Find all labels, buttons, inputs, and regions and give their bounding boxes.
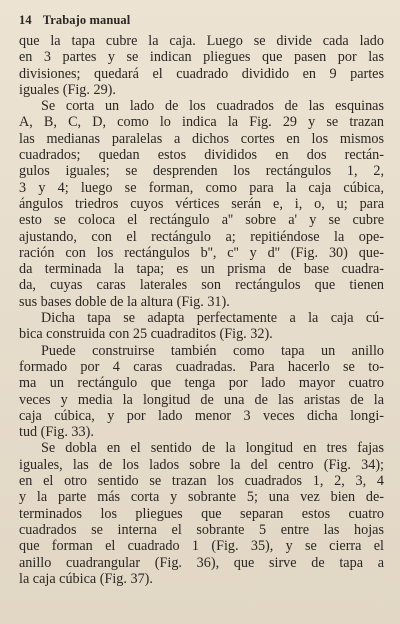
text-line: ajustando, con el rectángulo a; repitiéndose la ope-: [19, 228, 384, 245]
paragraph: [19, 440, 384, 587]
text-line: da, cuyas caras laterales son rectángulos que tienen: [19, 277, 384, 294]
text-line: ma un rectángulo que tenga por lado mayor cuatro: [19, 375, 384, 392]
text-line: Se dobla en el sentido de la longitud en tres fajas: [41, 440, 384, 457]
text-line: Puede construirse también como tapa un anillo: [41, 342, 384, 359]
paragraph: [19, 343, 384, 441]
text-line: bica construida con 25 cuadraditos (Fig. 32).: [19, 326, 273, 343]
text-line: cuadrados se interna el sobrante 5 entre las hojas: [19, 521, 384, 538]
page-number: 14: [19, 13, 32, 27]
page-header: [19, 13, 130, 28]
text-line: caja cúbica, y por lado menor 3 veces dicha longi-: [19, 407, 384, 424]
text-line: que forman el cuadrado 1 (Fig. 35), y se cierra el: [19, 538, 384, 555]
text-line: iguales, las de los lados sobre la del centro (Fig. 34);: [19, 456, 384, 473]
text-line: que la tapa cubre la caja. Luego se divide cada lado: [19, 33, 384, 49]
text-line: da terminada la tapa; es un prisma de base cuadra-: [19, 261, 384, 278]
text-line: A, B, C, D, como lo indica la Fig. 29 y se trazan: [19, 114, 384, 131]
text-line: ración con los rectángulos b'', c'' y d'' (Fig. 30) que-: [19, 244, 384, 261]
text-line: Se corta un lado de los cuadrados de las esquinas: [41, 98, 384, 115]
text-line: veces y media la longitud de una de las aristas de la: [19, 391, 384, 408]
text-line: iguales (Fig. 29).: [19, 81, 116, 98]
text-line: la caja cúbica (Fig. 37).: [19, 570, 153, 587]
text-line: ángulos triedros cuyos vértices serán e, i, o, u; para: [19, 195, 384, 212]
paragraph: [19, 310, 384, 343]
text-line: gulos iguales; se desprenden los rectángulos 1, 2,: [19, 163, 384, 180]
text-line: tud (Fig. 33).: [19, 424, 94, 441]
running-title: Trabajo manual: [42, 13, 131, 27]
text-line: Dicha tapa se adapta perfectamente a la caja cú-: [41, 310, 384, 327]
text-line: cuadrados; quedan estos divididos en dos rectán-: [19, 147, 384, 164]
text-line: sus bases doble de la altura (Fig. 31).: [19, 293, 230, 310]
text-line: esto se coloca el rectángulo a'' sobre a' y se cubre: [19, 212, 384, 229]
text-line: terminados los pliegues que separan estos cuatro: [19, 505, 384, 522]
paragraph: [19, 33, 384, 98]
text-line: las medianas paralelas a dichos cortes en los mismos: [19, 130, 384, 147]
text-line: divisiones; quedará el cuadrado dividido en 9 partes: [19, 65, 384, 82]
text-line: en 3 partes y se indican pliegues que pasen por las: [19, 49, 384, 66]
text-line: anillo cuadrangular (Fig. 36), que sirve de tapa a: [19, 554, 384, 571]
text-line: 3 y 4; luego se forman, como para la caja cúbica,: [19, 179, 384, 196]
body-text: [19, 33, 384, 587]
text-line: y la parte más corta y sobrante 5; una vez bien de-: [19, 489, 384, 506]
text-line: formado por 4 caras cuadradas. Para hacerlo se to-: [19, 358, 384, 375]
text-line: en el otro sentido se trazan los cuadrados 1, 2, 3, 4: [19, 473, 384, 490]
paragraph: [19, 98, 384, 310]
